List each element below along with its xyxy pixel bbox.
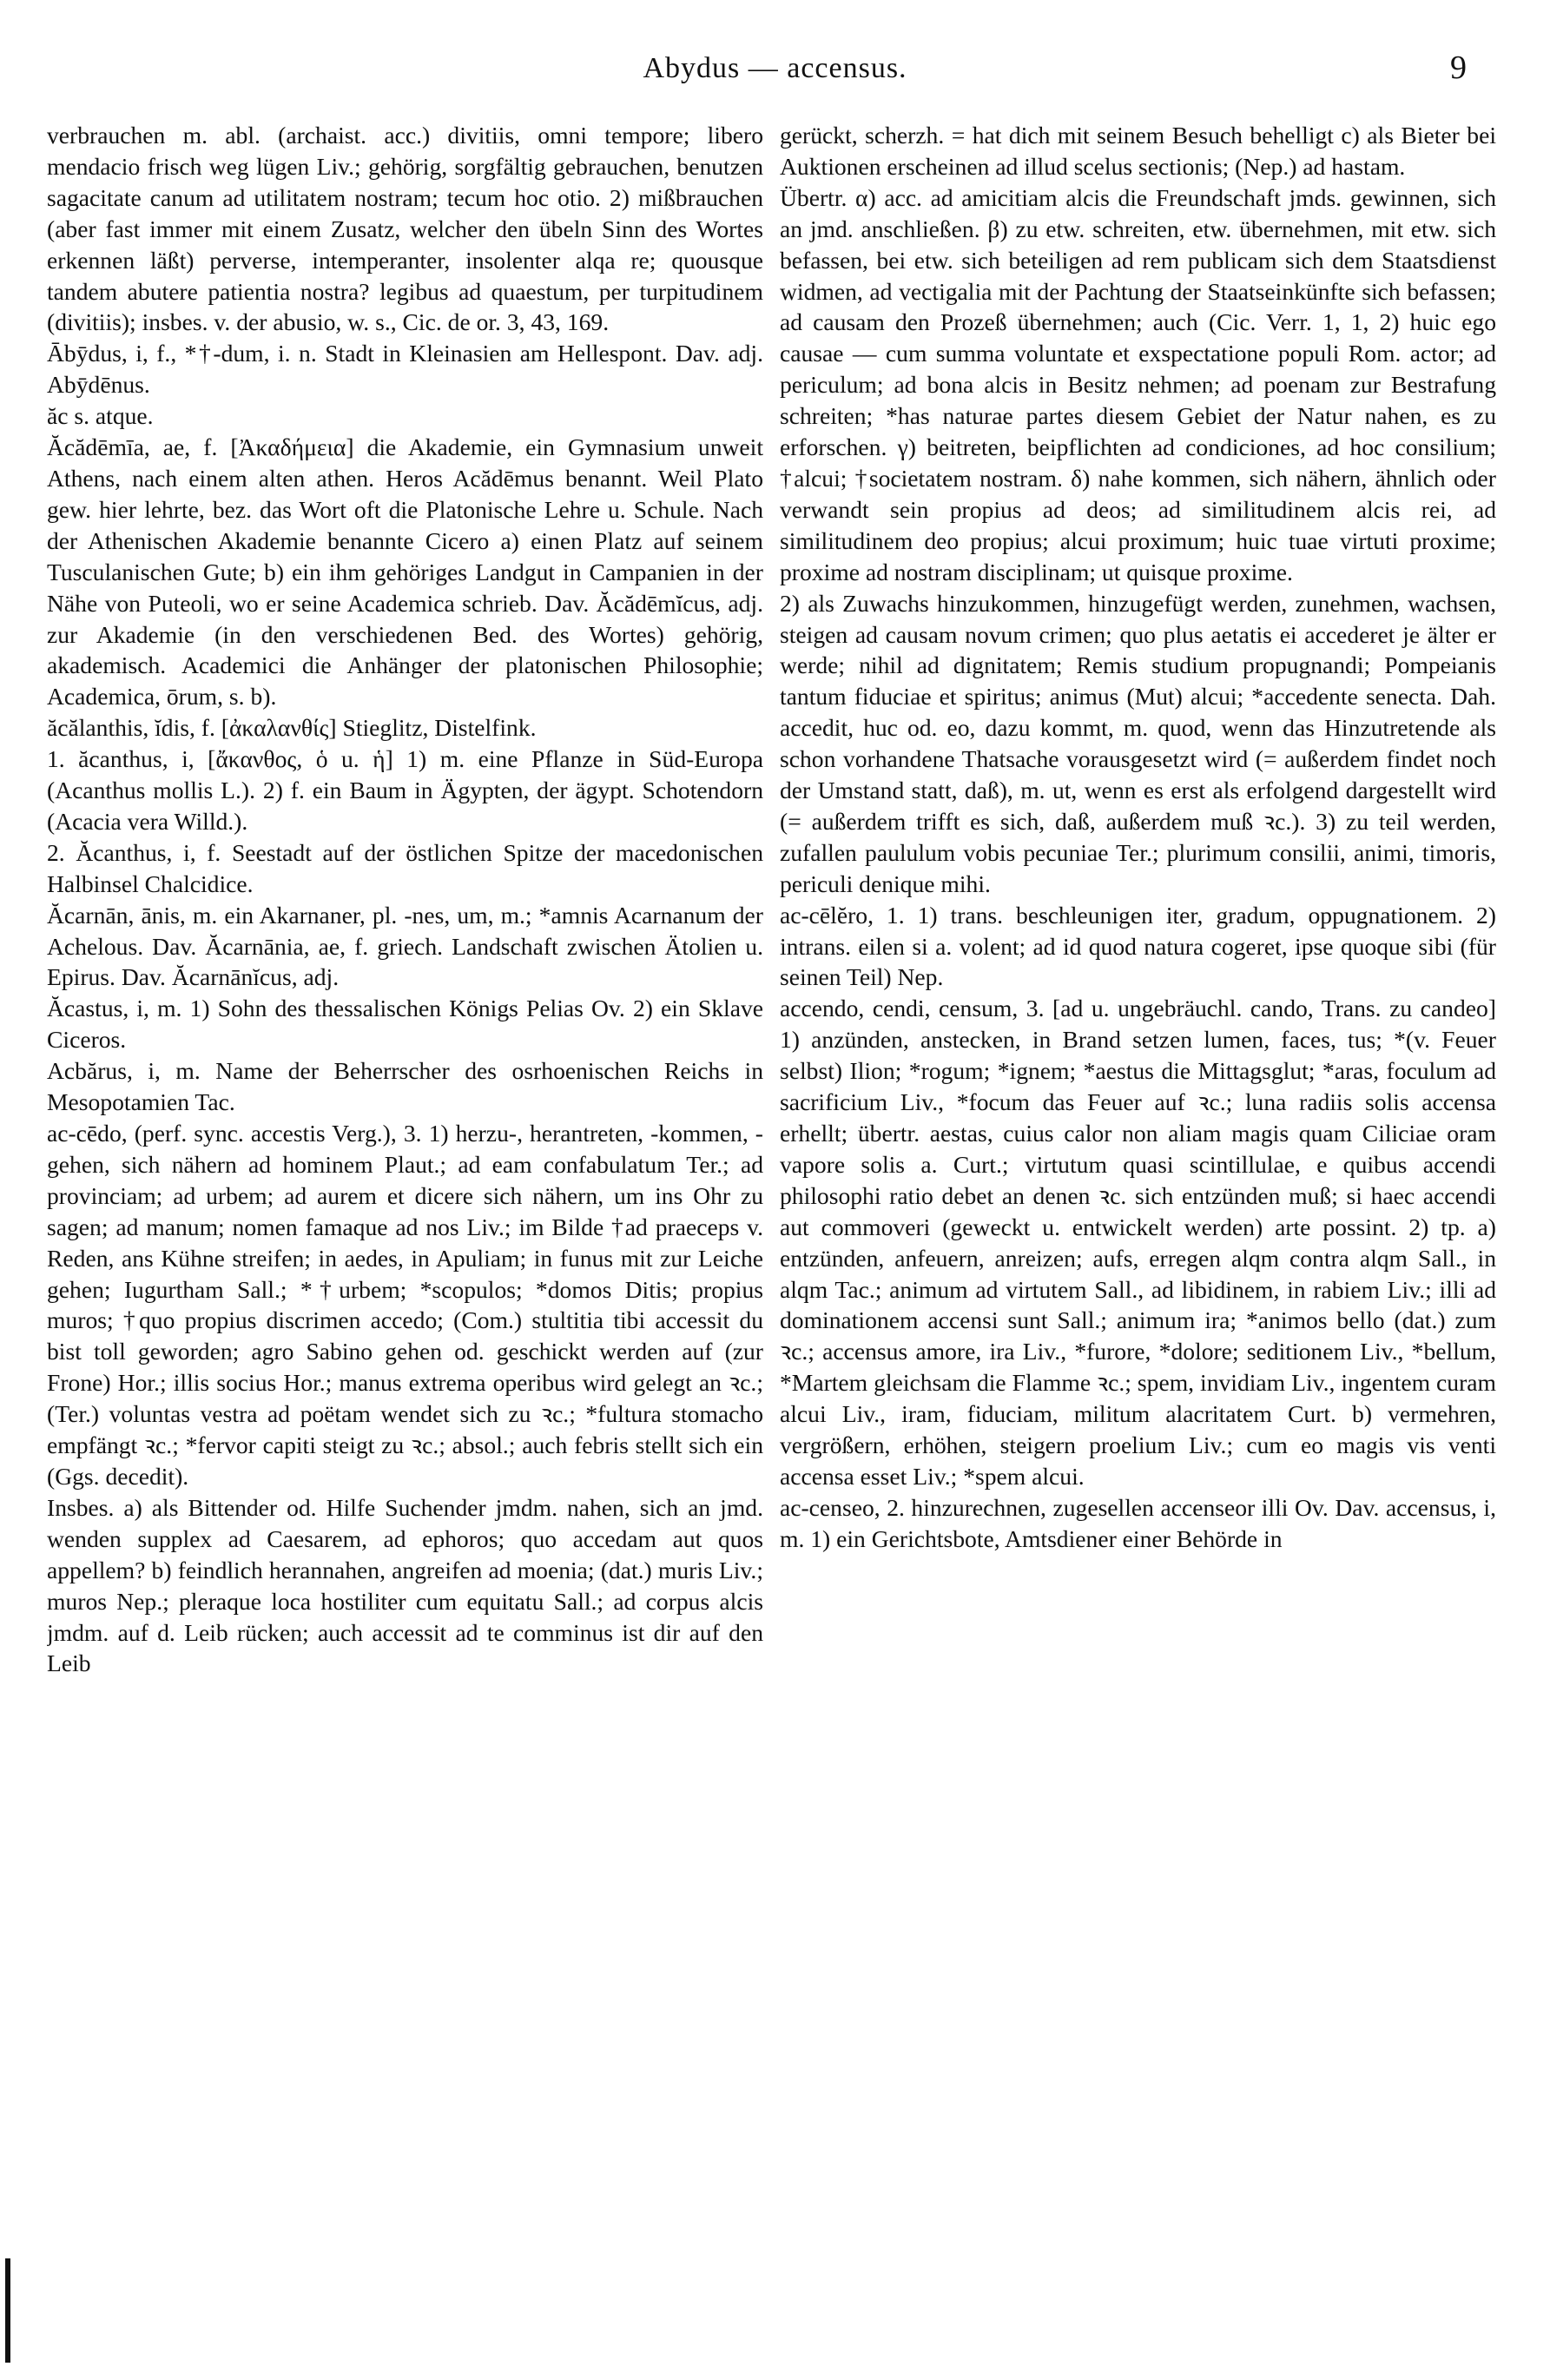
entry: gerückt, scherzh. = hat dich mit seinem Besuch behelligt c) als Bieter bei Auktionen erscheinen ad illud scelus sectionis; (Nep.) ad hastam.: [780, 122, 1496, 180]
left-column: [47, 120, 763, 2344]
entry: Ābȳdus, i, f., *†-dum, i. n. Stadt in Kleinasien am Hellespont. Dav. adj. Abȳdēnus.: [47, 340, 763, 399]
page-number: 9: [1450, 50, 1467, 86]
entry: Acbărus, i, m. Name der Beherrscher des osrhoenischen Reichs in Mesopotamien Tac.: [47, 1057, 763, 1116]
entry: ăcălanthis, ĭdis, f. [ἀκαλανθίς] Stieglitz, Distelfink.: [47, 714, 537, 742]
entry: Ăcastus, i, m. 1) Sohn des thessalischen Königs Pelias Ov. 2) ein Sklave Ciceros.: [47, 995, 763, 1054]
entry: 1. ăcanthus, i, [ἄκανθος, ὁ u. ἡ] 1) m. eine Pflanze in Süd-Europa (Acanthus mollis L.). 2) f. ein Baum in Ägypten, der ägypt. Schotendorn (Acacia vera Willd.).: [47, 745, 763, 835]
entry: 2) als Zuwachs hinzukommen, hinzugefügt werden, zunehmen, wachsen, steigen ad causam novum crimen; quo plus aetatis ei accederet je älter er werde; nihil ad dignitatem; Remis studium propugnandi; Pompeianis tantum fiduciae et spiritus; animus (Mut) alcui; *accedente senecta. Dah. accedit, huc od. eo, dazu kommt, m. quod, wenn das Hinzutretende als schon vorhandene Thatsache vorausgesetzt wird (= außerdem findet noch der Umstand statt, daß), m. ut, wenn es erst als erfolgend dargestellt wird (= außerdem trifft es sich, daß, außerdem muß ꝛc.). 3) zu teil werden, zufallen paululum vobis pecuniae Ter.; plurimum consilii, animi, timoris, periculi denique mihi.: [780, 589, 1496, 897]
right-column: [780, 120, 1496, 2344]
entry: ac-cēdo, (perf. sync. accestis Verg.), 3. 1) herzu-, herantreten, -kommen, -gehen, sich nähern ad hominem Plaut.; ad eam confabulatum Ter.; ad provinciam; ad urbem; ad aurem et dicere sich nähern, um ins Ohr zu sagen; ad manum; nomen famaque ad nos Liv.; im Bilde †ad praeceps v. Reden, ans Kühne streifen; in aedes, in Apuliam; in funus mit zur Leiche gehen; Iugurtham Sall.; *†urbem; *scopulos; *domos Ditis; propius muros; †quo propius discrimen accedo; (Com.) stultitia tibi accessit du bist toll geworden; agro Sabino gehen od. geschickt werden auf (zur Frone) Hor.; illis socius Hor.; manus extrema operibus wird gelegt an ꝛc.; (Ter.) voluntas vestra ad poëtam wendet sich zu ꝛc.; *fultura stomacho empfängt ꝛc.; *fervor capiti steigt zu ꝛc.; absol.; auch febris stellt sich ein (Ggs. decedit).: [47, 1120, 763, 1490]
binding-edge-mark: [5, 2258, 10, 2363]
entry: Ăcădēmīa, ae, f. [Ἀκαδήμεια] die Akademie, ein Gymnasium unweit Athens, nach einem alten athen. Heros Acădēmus benannt. Weil Plato gew. hier lehrte, bez. das Wort oft die Platonische Lehre u. Schule. Nach der Athenischen Akademie benannte Cicero a) einen Platz auf seinem Tusculanischen Gute; b) ein ihm gehöriges Landgut in Campanien in der Nähe von Puteoli, wo er seine Academica schrieb. Dav. Ăcădēmĭcus, adj. zur Akademie (in den verschiedenen Bed. des Wortes) gehörig, akademisch. Academici die Anhänger der platonischen Philosophie; Academica, ōrum, s. b).: [47, 433, 763, 711]
running-head: Abydus — accensus.: [643, 52, 907, 84]
entry: Insbes. a) als Bittender od. Hilfe Suchender jmdm. nahen, sich an jmd. wenden supplex ad Caesarem, ad ephoros; quo accedam aut quos appellem? b) feindlich herannahen, angreifen ad moenia; (dat.) muris Liv.; muros Nep.; pleraque loca hostiliter cum equitatu Sall.; ad corpus alcis jmdm. auf d. Leib rücken; auch accessit ad te comminus ist dir auf den Leib: [47, 1493, 763, 1677]
entry: ac-cēlĕro, 1. 1) trans. beschleunigen iter, gradum, oppugnationem. 2) intrans. eilen si a. volent; ad id quod natura cogeret, ipse quoque sibi (für seinen Teil) Nep.: [780, 901, 1496, 991]
entry: 2. Ăcanthus, i, f. Seestadt auf der östlichen Spitze der macedonischen Halbinsel Chalcidice.: [47, 838, 763, 897]
entry: ac-censeo, 2. hinzurechnen, zugesellen accenseor illi Ov. Dav. accensus, i, m. 1) ein Gerichtsbote, Amtsdiener einer Behörde in: [780, 1493, 1496, 1552]
entry: accendo, cendi, censum, 3. [ad u. ungebräuchl. cando, Trans. zu candeo] 1) anzünden, anstecken, in Brand setzen lumen, faces, tus; *(v. Feuer selbst) Ilion; *rogum; *ignem; *aestus die Mittagsglut; *aras, foculum ad sacrificium Liv., *focum das Feuer auf ꝛc.; luna radiis solis accensa erhellt; übertr. aestas, cuius calor non aliam magis quam Ciliciae oram vapore solis a. Curt.; virtutum quasi scintillulae, e quibus accendi philosophi ratio debet an denen ꝛc. sich entzünden muß; si haec accendi aut commoveri (geweckt u. entwickelt werden) arte possint. 2) tp. a) entzünden, anfeuern, anreizen; aufs, erregen alqm contra alqm Sall., in alqm Tac.; animum ad virtutem Sall., ad libidinem, in rabiem Liv.; illi ad dominationem accensi sunt Sall.; animum ira; *animos bello (dat.) zum ꝛc.; accensus amore, ira Liv., *furore, *dolore; seditionem Liv., *bellum, *Martem gleichsam die Flamme ꝛc.; spem, invidiam Liv., ingentem curam alcui Liv., iram, fiduciam, militum alacritatem Curt. b) vermehren, vergrößern, erhöhen, steigern proelium Liv.; cum eo magis vis venti accensa esset Liv.; *spem alcui.: [780, 995, 1496, 1490]
entry: Übertr. α) acc. ad amicitiam alcis die Freundschaft jmds. gewinnen, sich an jmd. anschließen. β) zu etw. schreiten, etw. übernehmen, mit etw. sich befassen, bei etw. sich beteiligen ad rem publicam sich dem Staatsdienst widmen, ad vectigalia mit der Pachtung der Staatseinkünfte sich befassen; ad causam den Prozeß übernehmen; auch (Cic. Verr. 1, 1, 2) huic ego causae — cum summa voluntate et exspectatione populi Rom. actor; ad periculum; ad bona alcis in Besitz nehmen; ad poenam zur Bestrafung schreiten; *has naturae partes diesem Gebiet der Natur nahen, es zu erforschen. γ) beitreten, beipflichten ad condiciones, ad hoc consilium; †alcui; †societatem nostram. δ) nahe kommen, sich nähern, ähnlich oder verwandt sein propius ad deos; ad similitudinem alcis rei, ad similitudinem deo propius; alcui proximum; huic tuae virtuti proxime; proxime ad nostram disciplinam; ut quisque proxime.: [780, 183, 1496, 585]
entry: verbrauchen m. abl. (archaist. acc.) divitiis, omni tempore; libero mendacio frisch weg lügen Liv.; gehörig, sorgfältig gebrauchen, benutzen sagacitate canum ad utilitatem nostram; tecum hoc otio. 2) mißbrauchen (aber fast immer mit einem Zusatz, welcher den übeln Sinn des Wortes erkennen läßt) perverse, intemperanter, insolenter alqa re; quousque tandem abutere patientia nostra? legibus ad quaestum, per turpitudinem (divitiis); insbes. v. der abusio, w. s., Cic. de or. 3, 43, 169.: [47, 122, 763, 336]
entry: ăc s. atque.: [47, 402, 154, 430]
entry: Ăcarnān, ānis, m. ein Akarnaner, pl. -nes, um, m.; *amnis Acarnanum der Achelous. Dav. Ăcarnānia, ae, f. griech. Landschaft zwischen Ätolien u. Epirus. Dav. Ăcarnānĭcus, adj.: [47, 901, 763, 991]
